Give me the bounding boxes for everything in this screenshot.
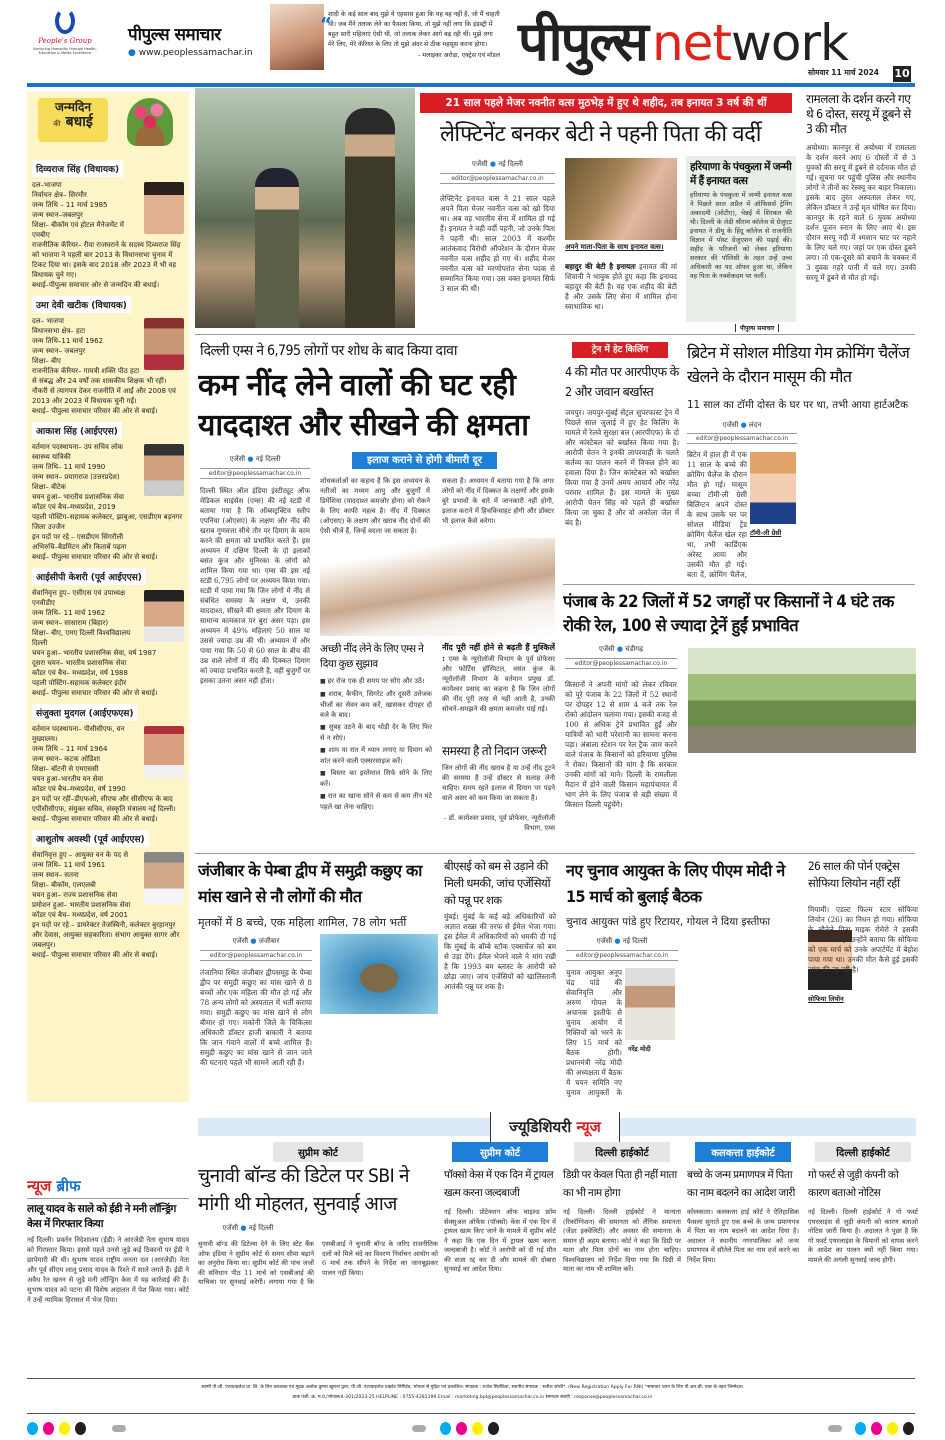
- color-registration-dot: [27, 1422, 38, 1435]
- court-tag: कलकत्ता हाईकोर्ट: [695, 1142, 791, 1162]
- person-photo: [144, 318, 184, 370]
- registration-pill: [412, 1425, 426, 1432]
- zanzibar-subhead: मृतकों में 8 बच्चे, एक महिला शामिल, 78 लोग भर्ती: [198, 916, 407, 929]
- birthday-entry: [32, 290, 184, 416]
- train-tag: ट्रेन में हेट किलिंग: [572, 342, 668, 358]
- birthday-person-name: दिव्यराज सिंह (विधायक): [32, 160, 123, 177]
- birthday-line: दल–भाजपा: [32, 181, 62, 189]
- birthday-line: बधाई– पीपुल्स समाचार परिवार की ओर से बधाई।: [32, 553, 158, 561]
- birthday-line: जन्म तिथि–11 मार्च 1962: [32, 337, 104, 345]
- train-headline: 4 की मौत पर आरपीएफ के 2 और जवान बर्खास्त: [565, 364, 679, 399]
- aiims-dateline: एजेंसी ● नई दिल्ली editor@peoplessamachar.co.in: [200, 455, 310, 479]
- inayat-box: हरियाणा के पंचकुला में जन्मी में हैं इनायत वत्स हरियाणा के पंचकुला में जन्मी इनायत वत्स ने पिछले साल अप्रैल में ऑफिसर्स ट्रेनिंग अकादमी (ओटीए), चेन्नई में शिरकत की थी। दिल्ली के लेडी श्रीराम कॉलेज से ग्रेजुएट इनायत ने डीयू के हिंदू कॉलेज से राजनीति विज्ञान में पोस्ट ग्रेजुएशन की पढ़ाई की। शहीद के परिजनों को लेकर हरियाणा सरकार की पॉलिसी के तहत उन्हें उच्च अधिकारी का पद ऑफर हुआ था, लेकिन वह पिता के नक्शेकदम पर चलीं।: [686, 156, 796, 322]
- birthday-details: [32, 724, 184, 824]
- aiims-headline: कम नींद लेने वालों की घट रही याददाश्त और सीखने की क्षमता: [198, 368, 529, 443]
- color-registration-dot: [472, 1422, 483, 1435]
- birthday-line: पहली पोस्टिंग–सहायक कलेक्टर इंदौर: [32, 679, 127, 687]
- aiims-subhead: इलाज कराने से होगी बीमारी दूर: [352, 452, 497, 469]
- color-registration-dot: [440, 1422, 451, 1435]
- tommy-caption: टॉमी-ली ग्रेसी: [750, 529, 782, 537]
- color-registration-dot: [871, 1422, 882, 1435]
- birthday-details: [32, 442, 184, 562]
- birthday-line: इन पदों पर रहीं–डीएफओ, सीएफ और सीसीएफ के बाद एपीसीसीएफ, संयुक्त सचिव, संस्कृति मंत्रालय नई दिल्ली।: [32, 795, 176, 813]
- judiciary-headline: चुनावी बॉन्ड की डिटेल पर SBI ने मांगी थी मोहलत, सुनवाई आज: [198, 1165, 410, 1215]
- punjab-dateline: एजेंसी ● चंडीगढ़ editor@peoplessamachar.co.in: [565, 645, 677, 669]
- bse-body: मुंबई। मुंबई के कई बड़े अधिकारियों को अज्ञात शख्स की तरफ से ईमेल भेजा गया। इस ईमेल में अधिकारियों को धमकी दी गई कि मुंबई के बॉम्बे स्टॉक एक्सचेंज को बम से उड़ा देंगे। ईमेल भेजने वाले ने मांग रखी है कि 1993 बम ब्लास्ट के आरोपी को छोड़ा जाए। जांच एजेंसियों को खालिस्तानी आतंकी पन्नू पर शक है।: [444, 912, 556, 991]
- aiims-col1: दिल्ली स्थित ऑल इंडिया इंस्टीट्यूट ऑफ मेडिकल साइंसेस (एम्स) की नई स्टडी में बताया गया है कि ऑब्सट्रक्टिव स्लीप एपनिया (ओएसए) के लक्षण और नींद की खराब गुणवत्ता सीधे तौर पर दिमाग के काम करने की क्षमता को प्रभावित करते हैं। इस अध्ययन में दक्षिण दिल्ली के दो इलाकों बसंत कुंज और मुनिरका के लोगों को शामिल किया गया था। एम्स की इस नई स्टडी 6,795 लोगों पर अध्ययन किया गया। स्टडी में पाया गया कि जिन लोगों में नींद से संबंधित समस्या के लक्षण थे, उनकी याददाश्त, सीखने की क्षमता और दिमाग के सामान्य कामकाज पर बुरा असर पड़ा। इस अध्ययन में 49% महिलाएं 50 साल या उससे ज्यादा उम्र की थीं। अध्ययन में और पाया गया कि 50 से 60 साल के बीच की उम्र वाले लोगों में नींद की दिक्कत दिमाग को ज्यादा प्रभावित करती है, वहीं बुजुर्गों पर इसका उतना असर नहीं होता।: [200, 487, 310, 685]
- birthday-line: जन्म तिथि– 11 मार्च 1961: [32, 861, 106, 869]
- paper-name: पीपुल्स समाचार: [128, 25, 221, 45]
- birthday-line: बधाई– पीपुल्स समाचार परिवार की ओर से बधाई।: [32, 951, 158, 959]
- tip-item: ■ शराब, कैफीन, सिगरेट और दूसरी उत्तेजक चीजों का सेवन कम करें, खासकर दोपहर दो बजे के बाद।: [320, 689, 432, 720]
- aiims-col3: सकता है। अध्ययन में बताया गया है कि अगर लोगों को नींद में दिक्कत के लक्षणों और इसके बुरे प्रभावों के बारे में जानकारी नहीं होगी, इलाज कराने में हिचकिचाहट होगी और डॉक्टर भी इलाज कैसे करेगा।: [442, 477, 554, 525]
- birthday-details: [32, 316, 184, 416]
- color-registration-dot: [456, 1422, 467, 1435]
- news-brief-title: न्यूज ब्रीफ: [27, 1176, 189, 1199]
- zanzibar-dateline: एजेंसी ● जंजीबार editor@peoplessamachar.co.in: [200, 937, 312, 961]
- judiciary-headline: बच्चे के जन्म प्रमाणपत्र में पिता का नाम बदलने का आदेश जारी: [687, 1169, 795, 1199]
- footer-contact: डाक पंजी. क्र. म.प्र./भोपाल/4-301/2023-25 HELPLINE : 0755-4281199 Email : marketing.bpl@peoplessamachar.co.in समाचार संबंधी : response@peoplessamachar.co.in: [292, 1395, 653, 1400]
- paper-brand: [128, 22, 268, 58]
- judiciary-body: नई दिल्ली। प्रोटेक्शन ऑफ चाइल्ड फ्रॉम सेक्सुअल ऑफेंस (पॉक्सो) केस में एक दिन में ट्रायल खत्म किए जाने के मामले में सुप्रीम कोर्ट ने कहा कि एक दिन में ट्रायल खत्म करना जल्दबाजी है। कोर्ट ने आरोपी को दी गई मौत की सजा रद्द कर दी और मामले की दोबारा सुनवाई का आदेश दिया।: [444, 1208, 556, 1273]
- sophia-headline: 26 साल की पोर्न एक्ट्रेस सोफिया लियोन नहीं रहीं: [808, 859, 900, 890]
- lead-headline: लेफ्टिनेंट बनकर बेटी ने पहनी पिता की वर्दी: [440, 122, 761, 147]
- birthday-entry: [32, 562, 184, 698]
- color-registration-dot: [903, 1422, 914, 1435]
- cadet-figure: [255, 168, 299, 328]
- person-photo: [144, 182, 184, 234]
- birthday-details: [32, 180, 184, 290]
- color-registration-dot: [855, 1422, 866, 1435]
- birthday-line: चयन हुआ– भारतीय प्रशासनिक सेवा: [32, 493, 124, 501]
- ec-subhead: चुनाव आयुक्त पांडे हुए रिटायर, गोयल ने दिया इस्तीफा: [566, 916, 771, 928]
- britain-subhead: 11 साल का टॉमी दोस्त के घर पर था, तभी आया हार्टअटैक: [687, 399, 908, 411]
- birthday-line: दल– भाजपा: [32, 317, 64, 325]
- zanzibar-body: तंजानिया स्थित जंजीबार द्वीपसमूह के पेम्बा द्वीप पर समुद्री कछुए का मांस खाने से 8 बच्चों और एक महिला की मौत हो गई और 78 अन्य लोगों को अस्पताल में भर्ती कराया गया। समुद्री कछुए का मांस खाने से लोग बीमार हो गए। मकोनी जिले के चिकित्सा अधिकारी डॉक्टर हाजी बाकारी ने बताया कि जान गंवाने वालों में बच्चे शामिल हैं। समुद्री कछुए का मांस खाने से जान जाने की घटनाएं पहले भी सामने आती रही हैं।: [200, 968, 312, 1067]
- ec-dateline: एजेंसी ● नई दिल्ली editor@peoplessamachar.co.in: [566, 937, 678, 961]
- birthday-line: अभिरुचि–बैडमिंटन और किताबें पढ़ना: [32, 543, 127, 551]
- tommy-photo: [750, 452, 796, 524]
- quote-mark-icon: “: [320, 14, 332, 35]
- birthday-line: दूसरा चयन– भारतीय प्रशासनिक सेवा: [32, 659, 127, 667]
- color-registration-dot: [75, 1422, 86, 1435]
- registration-pill: [112, 1425, 126, 1432]
- birthday-list: [32, 154, 184, 960]
- judiciary-body: चुनावी बॉन्ड की डिटेल्स देने के लिए स्टेट बैंक ऑफ इंडिया ने सुप्रीम कोर्ट से समय सीमा बढ़ाने का अनुरोध किया था। सुप्रीम कोर्ट की पांच जजों की संविधान पीठ 11 मार्च को एसबीआई की याचिका पर सुनवाई करेगी। लगाया गया है कि एसबीआई ने चुनावी बॉन्ड के जरिए राजनीतिक दलों को मिले चंदे का विवरण निर्वाचन आयोग को 6 मार्च तक सौंपने के निर्देश का जानबूझकर पालन नहीं किया।: [198, 1240, 438, 1286]
- color-registration-dot: [887, 1422, 898, 1435]
- judiciary-dateline: एजेंसी ● नई दिल्ली: [222, 1224, 274, 1232]
- tip-item: ■ शाम या रात में ध्यान लगाएं या दिमाग को शांत करने वाली एक्सरसाइज करें।: [320, 745, 432, 766]
- header-rule: [27, 83, 915, 87]
- ec-headline: नए चुनाव आयुक्त के लिए पीएम मोदी ने 15 मार्च को बुलाई बैठक: [566, 861, 785, 906]
- lead-dateline: एजेंसी ● नई दिल्ली editor@peoplessamachar.co.in: [440, 160, 555, 184]
- modi-caption: नरेंद्र मोदी: [628, 1045, 651, 1053]
- page-number: 10: [894, 67, 910, 80]
- color-registration-dot: [488, 1422, 499, 1435]
- peoples-group-logo: People's Group Nurturing Humanity through Health, Education & Media Excellence: [30, 8, 100, 70]
- issue-date: सोमवार 11 मार्च 2024: [808, 68, 880, 77]
- birthday-line: शिक्षा– बीए: [32, 357, 61, 365]
- color-registration-dot: [43, 1422, 54, 1435]
- registration-pill: [828, 1425, 842, 1432]
- news-brief-headline: लालू यादव के साले को ईडी ने मनी लॉन्ड्रिंग केस में गिरफ्तार किया: [27, 1203, 176, 1230]
- birthday-line: चयन हुआ–भारतीय वन सेवा: [32, 775, 104, 783]
- lead-kicker: 21 साल पहले मेजर नवनीत वत्स मुठभेड़ में हुए थे शहीद, तब इनायत 3 वर्ष की थीं: [420, 93, 792, 113]
- color-registration-dot: [59, 1422, 70, 1435]
- birthday-line: शिक्षा– बीए, एमए दिल्ली विश्वविद्यालय दिल्ली: [32, 629, 131, 647]
- birthday-line: चयन हुआ– राज्य प्रशासनिक सेवा: [32, 891, 118, 899]
- birthday-entry: [32, 154, 184, 290]
- birthday-banner: [32, 92, 184, 154]
- birthday-line: कॉडर एवं बैच–मध्यप्रदेश, वर्ष 1990: [32, 785, 126, 793]
- row-divider: [195, 334, 915, 335]
- judiciary-headline: डिग्री पर केवल पिता ही नहीं माता का भी नाम होगा: [563, 1169, 677, 1199]
- news-brief: [27, 1176, 189, 1376]
- judiciary-body: नई दिल्ली। दिल्ली हाईकोर्ट ने गो फर्स्ट एयरलाइंस से जुड़ी कंपनी को कारण बताओ नोटिस जारी किया है। अदालत ने पूछा है कि गो फर्स्ट एयरलाइंस के विमानों को वापस करने के आदेश का पालन क्यों नहीं किया गया। मामले की अगली सुनवाई जल्द होगी।: [808, 1208, 918, 1264]
- judiciary-headline: पॉक्सो केस में एक दिन में ट्रायल खत्म करना जल्दबाजी: [444, 1169, 554, 1199]
- birthday-line: जन्म स्थान– सासाराम (बिहार): [32, 619, 109, 627]
- tips-list: [320, 676, 432, 846]
- britain-headline: ब्रिटेन में सोशल मीडिया गेम क्रोमिंग चैलेंज खेलने के दौरान मासूम की मौत: [687, 343, 910, 386]
- lead-body: लेफ्टिनेंट इनायत वत्स ने 21 साल पहले अपने पिता मेजर नवनीत वत्स को खो दिया था। अब वह भारतीय सेना में शामिल हो गई हैं। इनायत ने वही वर्दी पहनी, जो उनके पिता ने पहनी थी। साल 2003 में कश्मीर आतंकवाद विरोधी ऑपरेशन के दौरान मेजर नवनीत वत्स शहीद हो गए थे। शहीद मेजर नवनीत वत्स को मरणोपरांत सेना पदक से सम्मानित किया गया। उस वक्त इनायत सिर्फ 3 साल की थीं।: [440, 194, 555, 293]
- train-body: जयपुर। जयपुर-मुंबई सेंट्रल सुपरफास्ट ट्रेन में पिछले साल जुलाई में हुए हेट किलिंग के मामले में रेलवे सुरक्षा बल (आरपीएफ) के दो और कांस्टेबल को बर्खास्त किया गया है। आरोपी चेतन ने इनकी लापरवाही के चलते कर्तव्य का पालन करने में विफल होने का हवाला दिया है। जिन कांस्टेबल को बर्खास्त किया गया है उनमें अमय आचार्य और नरेंद्र परमार शामिल हैं। इस मामले के मुख्य आरोपी चेतन सिंह को पहले ही बर्खास्त किया जा चुका है और वो अकोला जेल में बंद है।: [565, 408, 679, 527]
- tip-item: ■ बिस्तर का इस्तेमाल सिर्फ सोने के लिए करें।: [320, 768, 432, 789]
- aiims-kicker: दिल्ली एम्स ने 6,795 लोगों पर शोध के बाद किया दावा: [200, 343, 458, 359]
- modi-photo: [625, 968, 675, 1040]
- scroll-banner: जन्मदिन की बधाई: [38, 98, 108, 142]
- birthday-line: बधाई– पीपुल्स समाचार परिवार की ओर से बधाई।: [32, 407, 158, 415]
- birthday-person-name: संजुक्ता मुदगल (आईएफएस): [32, 704, 137, 721]
- person-photo: [144, 726, 184, 778]
- judiciary-title: ज्यूडिशियरी न्यूज: [490, 1112, 620, 1142]
- birthday-person-name: उमा देवी खटीक (विधायक): [32, 296, 131, 313]
- birthday-line: जन्म स्थान–जबलपुर: [32, 211, 83, 219]
- flower-basket-icon: [127, 98, 173, 146]
- birthday-line: जन्म स्थान– सतना: [32, 871, 79, 879]
- judiciary-headline: गो फर्स्ट से जुड़ी कंपनी को कारण बताओ नोटिस: [808, 1169, 899, 1199]
- punjab-headline: पंजाब के 22 जिलों में 52 जगहों पर किसानों ने 4 घंटे तक रोकी रेल, 100 से ज्यादा ट्रेनें हुईं प्रभावित: [563, 592, 894, 635]
- bse-headline: बीएसई को बम से उड़ाने की मिली धमकी, जांच एजेंसियों को पन्नू पर शक: [444, 859, 551, 907]
- birthday-line: कॉडर एवं बैच– मध्यप्रदेश, वर्ष 2001: [32, 911, 128, 919]
- judiciary-body: कोलकाता। कलकत्ता हाई कोर्ट ने ऐतिहासिक फैसला सुनाते हुए एक बच्चे के जन्म प्रमाणपत्र में पिता का नाम बदलने का आदेश दिया है। अदालत ने स्थानीय नगरपालिका को जन्म प्रमाणपत्र में सौतेले पिता का नाम दर्ज करने का निर्देश दिया।: [687, 1208, 799, 1264]
- birthday-column: [27, 92, 189, 1102]
- birthday-line: वर्तमान पदस्थापना– पीसीसीएफ, वन मुख्यालय।: [32, 725, 125, 743]
- birthday-line: सेवानिवृत्त हुए – आयुक्त वन के पद से: [32, 851, 129, 859]
- birthday-line: जन्म स्थान– जबलपुर: [32, 347, 86, 355]
- quote-block: “ शादी के कई साल बाद मुझे ये एहसास हुआ कि यह वह नहीं है, जो मैं चाहती थी। जब मैंने तलाक लेने का फैसला किया, तो मुझे नहीं लगा कि इंडस्ट्री में बहुत सारी महिलाएं ऐसी थीं, जो तलाक लेकर आगे बढ़ रही थीं। मुझे लगा मेरे लिए, मेरे कॅरियर के लिए तो मुझे अंदर से ठीक महसूस करना होगा। - मलाइका अरोड़ा, एक्ट्रेस एवं मॉडल: [320, 11, 500, 59]
- birthday-line: जन्म तिथि– 11 मार्च 1962: [32, 609, 106, 617]
- birthday-line: कॉडर एवं बैच–मध्यप्रदेश, 2019: [32, 503, 116, 511]
- tip-item: ■ रात का खाना सोने से कम से कम तीन घंटे पहले खा लेना चाहिए।: [320, 791, 432, 812]
- birthday-line: राजनीतिक कॅरियर– रीवा राजघराने के सदस्य दिव्यराज सिंह को भाजपा ने पहली बार 2013 के विधानसभा चुनाव में टिकट दिया था। इसके बाद 2018 और 2023 में भी वह विधायक चुने गए।: [32, 241, 181, 279]
- birthday-details: [32, 850, 184, 960]
- ramlala-story: रामलला के दर्शन करने गए थे 6 दोस्त, सरयू में डूबने से 3 की मौत अयोध्या। कानपुर से अयोध्या में रामलला के दर्शन करने आए 6 दोस्तों में से 3 युवकों की सरयू में डूबने से दर्दनाक मौत हो गई। सूचना पर पहुंची पुलिस और स्थानीय लोगों ने तीनों का रेस्क्यू कर बाहर निकाला। इसके बाद तुरंत अस्पताल लेकर गए, लेकिन डॉक्टर ने उन्हें मृत घोषित कर दिया। कानपुर के रहने वाले 6 युवक अयोध्या दर्शन पूजन स्नान के लिए आए थे। इस दौरान सरयू नदी में श्मशान घाट पर नहाने के लिए चले गए। जहां पर एक दोस्त डूबने लगा। तो एक-दूसरे को बचाने के चक्कर में 3 युवक गहरे पानी में चले गए। उनकी सरयू में डूबने से मौत हो गई।: [806, 92, 916, 282]
- birthday-person-name: आकाश सिंह (आईएएस): [32, 422, 122, 439]
- birthday-line: जन्म स्थान– प्रयागराज (उत्तरप्रदेश): [32, 473, 120, 481]
- birthday-line: बधाई–पीपुल्स समाचार ओर से जन्मदिन की बधाई।: [32, 281, 160, 289]
- birthday-line: बधाई– पीपुल्स समाचार परिवार की ओर से बधाई।: [32, 689, 158, 697]
- punjab-body: किसानों ने अपनी मांगों को लेकर रविवार को पूरे पंजाब के 22 जिलों में 52 स्थानों पर दोपहर 12 से शाम 4 बजे तक रेल रोको आंदोलन चलाया गया। इसकी वजह से 100 से अधिक ट्रेनें प्रभावित हुईं और यात्रियों को भारी परेशानी का सामना करना पड़ा। अंबाला स्टेशन पर रेल ट्रैक जाम करने वाले पंजाब के किसानों को हरियाणा पुलिस ने रोका। किसानों की मांग है कि सरकार उनकी मांगों को माने। दिल्ली के रामलीला मैदान में होने वाली किसान महापंचायत में भाग लेने के लिए पंजाब से बड़ी संख्या में किसान दिल्ली पहुंचेंगे।: [565, 680, 677, 809]
- court-tag: सुप्रीम कोर्ट: [452, 1142, 548, 1162]
- birthday-line: शिक्षा– बॉटनी से एमएससी: [32, 765, 99, 773]
- family-photo-caption: अपने माता-पिता के साथ इनायत वत्स।: [565, 243, 664, 251]
- court-tag: दिल्ली हाईकोर्ट: [574, 1142, 670, 1162]
- zanzibar-headline: जंजीबार के पेम्बा द्वीप में समुद्री कछुए का मांस खाने से नौ लोगों की मौत: [198, 861, 422, 906]
- masthead: पीपुल्स network: [518, 10, 848, 73]
- paper-website[interactable]: ● www.peoplessamachar.in: [128, 48, 253, 58]
- birthday-entry: [32, 824, 184, 960]
- birthday-line: जन्म तिथि – 11 मार्च 1964: [32, 745, 108, 753]
- birthday-line: सेवानिवृत्त हुए– एसीएस एवं उपाध्यक्ष एनवीडीए: [32, 589, 125, 607]
- birthday-line: जन्म तिथि– 11 मार्च 1990: [32, 463, 106, 471]
- news-brief-body: नई दिल्ली। प्रवर्तन निदेशालय (ईडी) ने आरजेडी नेता सुभाष यादव को गिरफ्तार किया। इससे पहले उनसे जुड़े कई ठिकानों पर ईडी ने छापेमारी की थी। सुभाष यादव राष्ट्रीय जनता दल (आरजेडी) नेता और पूर्व सीएम लालू प्रसाद यादव के रिश्ते में साले लगते हैं। ईडी ने अवैध रेत खनन से जुड़े मनी लॉन्ड्रिंग केस में यह कार्रवाई की है। सुभाष यादव को पटना की विशेष अदालत में पेश किया गया। कोर्ट ने उन्हें न्यायिक हिरासत में भेज दिया।: [27, 1236, 189, 1304]
- birthday-line: शिक्षा– बीकॉम एवं होटल मैनेजमेंट में एमबीए: [32, 221, 124, 239]
- quote-author-photo: [270, 4, 324, 70]
- footer-rule: [27, 1378, 915, 1379]
- birthday-entry: [32, 698, 184, 824]
- aiims-col2: शोधकर्ताओं का कहना है कि इस अध्ययन के नतीजों का मध्यम आयु और बुजुर्गों में डिमेंशिया (याददाश्त कमजोर होना) को रोकने के लिए काफी महत्व है। नींद में दिक्कत (ओएसए) के लक्षण और खराब नींद दोनों की ऐसी चीजें हैं, जिन्हें बदला जा सकता है।: [320, 477, 430, 535]
- birthday-line: इन पदों पर रहे – एसडीएम सिंगरौली: [32, 533, 124, 541]
- birthday-line: इन पदों पर रहे – डायरेक्टर तेजस्विनी, कलेक्टर बुरहानपुर और देवास, आयुक्त सहकारिता। संभाग आयुक्त सागर और जबलपुर।: [32, 921, 180, 949]
- birthday-line: कॉडर एवं बैच– मध्यप्रदेश, वर्ष 1988: [32, 669, 128, 677]
- birthday-line: बधाई– पीपुल्स समाचार परिवार की ओर से बधाई।: [32, 815, 158, 823]
- birthday-person-name: आशुतोष अवस्थी (पूर्व आईएएस): [32, 830, 149, 847]
- person-photo: [144, 852, 184, 904]
- birthday-person-name: आईसीपी केशरी (पूर्व आईएएस): [32, 568, 146, 585]
- photo-credit: पीपुल्स समाचार: [735, 324, 779, 332]
- birthday-line: निर्वाचन क्षेत्र– सिरमौर: [32, 191, 87, 199]
- ec-body: चुनाव आयुक्त अनूप चंद्र पांडे की सेवानिवृत्ति और अरुण गोयल के अचानक इस्तीफे से चुनाव आयोग में रिक्तियों को भरने के लिए 15 मार्च को बैठक होगी। प्रधानमंत्री नरेंद्र मोदी की अध्यक्षता में बैठक में चयन समिति नए चुनाव आयुक्तों के: [566, 968, 622, 1097]
- tip-item: ■ सुबह उठने के बाद थोड़ी देर के लिए फिर से न सोएं।: [320, 722, 432, 743]
- britain-body-2: [805, 420, 915, 580]
- birthday-line: राजनीतिक कॅरियर– गायत्री शक्ति पीठ हटा से संबद्ध और 24 वर्षों तक शासकीय शिक्षक भी रहीं। नौकरी से त्यागपत्र देकर राजनीति में आईं और 2008 एवं 2013 और 2023 में विधायक चुनी गईं।: [32, 367, 176, 405]
- punjab-body-2: [688, 758, 916, 846]
- birthday-entry: [32, 416, 184, 562]
- birthday-line: शिक्षा– बीटेक: [32, 483, 66, 491]
- birthday-line: विधानसभा क्षेत्र– हटा: [32, 327, 86, 335]
- sleep-tips: अच्छी नींद लेने के लिए एम्स ने दिया कुछ सुझाव ■ हर रोज एक ही समय पर सोएं और उठें। ■ शराब, कैफीन, सिगरेट और दूसरी उत्तेजक चीजों का सेवन कम करें, खासकर दोपहर दो बजे के बाद। ■ सुबह उठने के बाद थोड़ी देर के लिए फिर से न सोएं। ■ शाम या रात में ध्यान लगाएं या दिमाग को शांत करने वाली एक्सरसाइज करें। ■ बिस्तर का इस्तेमाल सिर्फ सोने के लिए करें। ■ रात का खाना सोने से कम से कम तीन घंटे पहले खा लेना चाहिए।: [320, 642, 432, 846]
- britain-body: ब्रिटेन में हाल ही में एक 11 साल के बच्चे की क्रोमिंग चैलेंज के दौरान मौत हो गई। मासूम बच्चा टॉमी-ली ग्रेसी बिलिंग्टन अपने दोस्त के साथ उसके घर पर सोशल मीडिया ट्रेंड क्रोमिंग चैलेंज खेल रहा था, तभी कार्डिएक अरेस्ट आया और उसकी मौत हो गई। बता दें, क्रोमिंग चैलेंज,: [687, 450, 747, 578]
- sophia-body: मियामी। एडल्ट फिल्म स्टार सोफिया लियोन (26) का निधन हो गया। सोफिया के सौतेले पिता माइक रोमेरो ने इसकी जानकारी दी है। उन्होंने बताया कि सोफिया को एक मार्च को उनके अपार्टमेंट में बेहोश पाया गया था। उनकी मौत कैसे हुई इसकी जांच की जा रही है।: [808, 905, 918, 974]
- britain-dateline: एजेंसी ● लंदन editor@peoplessamachar.co.in: [687, 421, 797, 444]
- birthday-details: [32, 588, 184, 698]
- lead-photo-ceremony: [195, 88, 415, 328]
- sleep-note: नींद पूरी नहीं होने से बढ़ती हैं मुश्किलें : एम्स के न्यूरोलॉजी विभाग के पूर्व प्रोफेसर और फोर्टिस हॉस्पिटल, वसंत कुंज के न्यूरोलॉजी विभाग के वर्तमान प्रमुख डॉ. कामेश्वर प्रसाद का कहना है कि जिन लोगों की नींद पूरी तरह से नहीं आती है, उनकी सोचने–समझने की क्षमता कमजोर पाई गई। समस्या है तो निदान जरूरी जिन लोगों की नींद खराब है या उन्हें नींद टूटने की समस्या है उन्हें डॉक्टर से सलाह लेनी चाहिए। समय रहते इलाज से दिमाग पर पड़ने वाले असर को कम किया जा सकता है। - डॉ. कामेश्वर प्रसाद, पूर्व प्रोफेसर, न्यूरोलॉजी विभाग, एम्स: [442, 642, 555, 832]
- officer-figure: [345, 108, 395, 328]
- person-photo: [144, 590, 184, 642]
- footer-imprint: स्वामी पी.जी. एंटरप्राइजेज प्रा. लि. के लिए प्रकाशक एवं मुद्रक अशोक कुमार खुराना द्वारा, पी.जी. एंटरप्राइजेज प्राइवेट लिमिटेड, भोपाल से मुद्रित एवं प्रकाशित। संपादक : राजेश सिरोठिया, स्थानीय संपादक : सतीश जोशी*. (New Registration Apply For RNI) *समाचार चयन के लिए पी.आर.बी. एक्ट के तहत जिम्मेदार।: [201, 1385, 744, 1390]
- birthday-line: पहली पोस्टिंग–सहायक कलेक्टर, झाबुआ, एसडीएम बड़नगर जिला उज्जैन: [32, 513, 183, 531]
- birthday-line: जन्म तिथि – 11 मार्च 1985: [32, 201, 108, 209]
- sophia-caption: सोफिया लियोन: [808, 995, 844, 1003]
- logo-ring-icon: [55, 8, 75, 34]
- court-tag: दिल्ली हाईकोर्ट: [815, 1142, 911, 1162]
- person-photo: [144, 444, 184, 496]
- farmers-protest-photo: [688, 648, 916, 753]
- sea-turtle-photo: [320, 934, 438, 1014]
- row-divider: [563, 584, 915, 585]
- footer-rule-2: [27, 1413, 915, 1414]
- birthday-line: चयन हुआ– भारतीय प्रशासनिक सेवा, वर्ष 1987: [32, 649, 157, 657]
- row-divider: [195, 853, 915, 854]
- lead-side-para: बहादुर की बेटी है इनायतः इनायत की मां शिवानी ने भावुक होते हुए कहा कि इनायद बहादुर की बेटी है। वह एक शहीद की बेटी है और उसके लिए सेना में शामिल होना स्वाभाविक था।: [565, 262, 677, 311]
- birthday-line: शिक्षा– बीकॉम, एलएलबी: [32, 881, 96, 889]
- sleeping-woman-photo: [320, 538, 555, 636]
- birthday-line: वर्तमान पदस्थापना– उप सचिव लोक स्वास्थ्य यांत्रिकी: [32, 443, 124, 461]
- judiciary-body: नई दिल्ली। दिल्ली हाईकोर्ट ने मान्यता (रिकॉग्निशन) की समानता को लैंगिक समानता (जेंडर इक्वेलिटी) और अवसर की समानता के समान ही अहम बताया। कोर्ट ने कहा कि डिग्री पर माता और पिता दोनों का नाम होना चाहिए। विश्वविद्यालय को निर्देश दिया गया कि डिग्री में माता का नाम भी शामिल करें।: [563, 1208, 681, 1273]
- family-photo: [565, 158, 677, 240]
- tip-item: ■ हर रोज एक ही समय पर सोएं और उठें।: [320, 676, 432, 687]
- court-tag: सुप्रीम कोर्ट: [273, 1142, 363, 1162]
- birthday-line: जन्म स्थान– कटक ओडिशा: [32, 755, 101, 763]
- birthday-line: प्रमोशन हुआ– भारतीय प्रशासनिक सेवा: [32, 901, 131, 909]
